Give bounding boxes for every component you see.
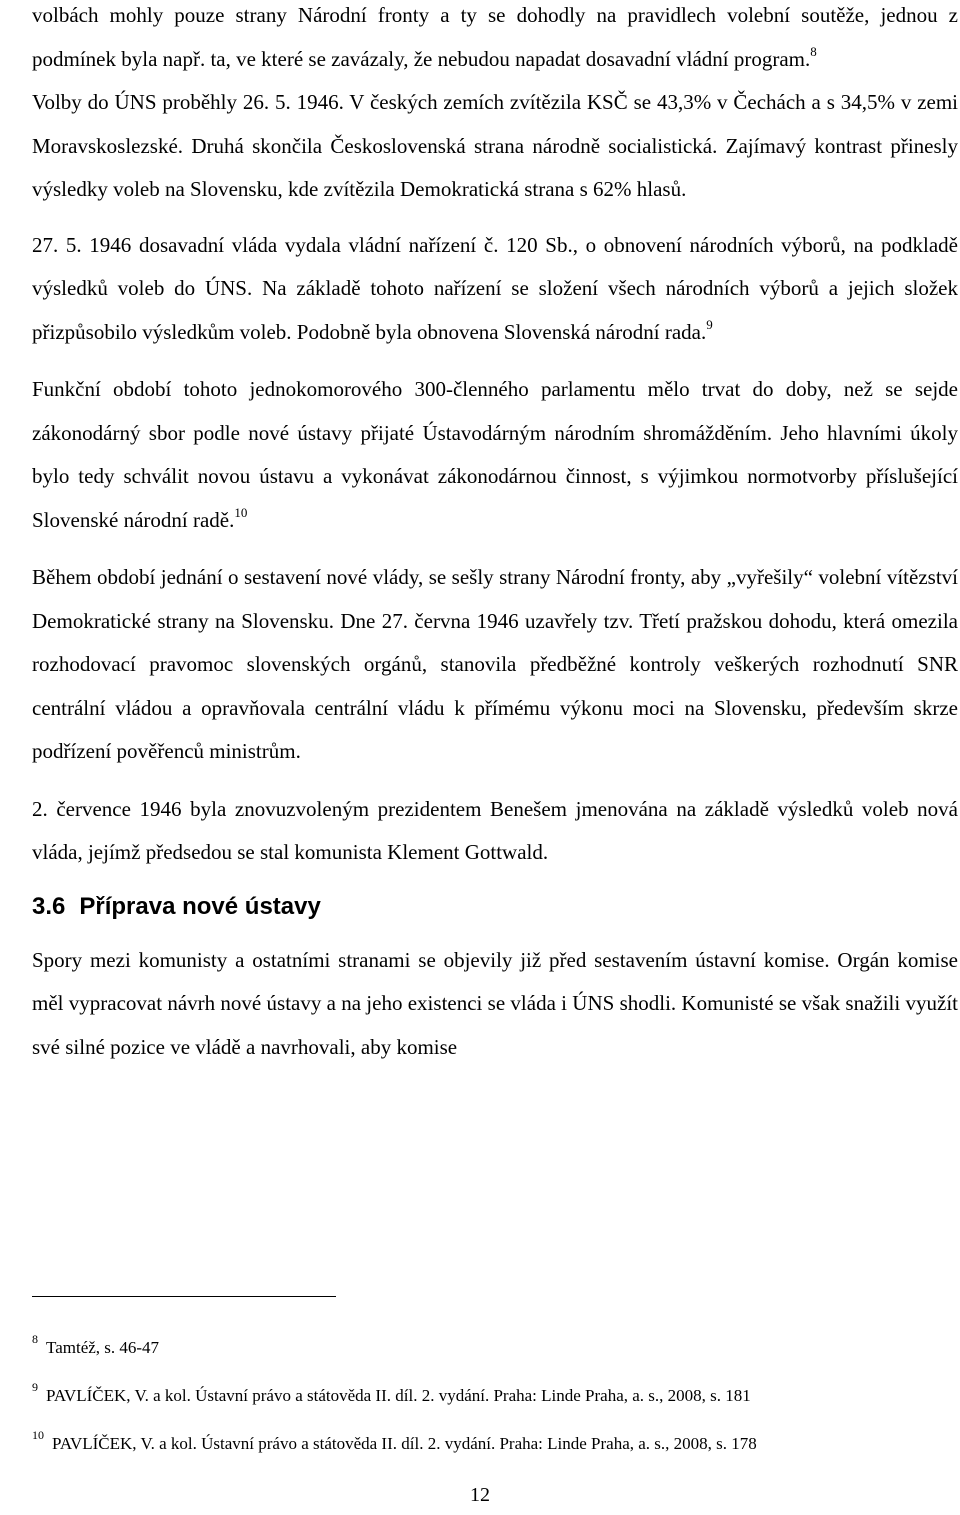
footnote-ref[interactable]: 9 <box>706 316 713 332</box>
body-paragraph <box>32 556 958 774</box>
footnote-number: 9 <box>32 1380 38 1395</box>
section-title: Příprava nové ústavy <box>79 892 321 920</box>
body-paragraph <box>32 81 958 212</box>
footnote <box>32 1380 958 1406</box>
footnote-ref[interactable]: 10 <box>234 504 248 520</box>
paragraph-text: volbách mohly pouze strany Národní fronty a ty se dohodly na pravidlech volební soutěže, jednou z podmínek byla např. ta, ve které se zavázaly, že nebudou napadat dosavadní vládní program. <box>32 3 958 71</box>
paragraph-text: Během období jednání o sestavení nové vlády, se sešly strany Národní fronty, aby „vyřešily“ volební vítězství Demokratické strany na Slovensku. Dne 27. června 1946 uzavřely tzv. Třetí pražskou dohodu, která omezila rozhodovací pravomoc slovenských orgánů, stanovila předběžné kontroly veškerých rozhodnutí SNR centrální vládou a opravňovala centrální vládu k přímému výkonu moci na Slovensku, především skrze podřízení pověřenců ministrům. <box>32 565 958 763</box>
footnote-text: PAVLÍČEK, V. a kol. Ústavní právo a státověda II. díl. 2. vydání. Praha: Linde Praha, a. s., 2008, s. 181 <box>46 1386 751 1405</box>
body-paragraph <box>32 368 958 542</box>
paragraph-text: 2. července 1946 byla znovuzvoleným prezidentem Benešem jmenována na základě výsledků voleb nová vláda, jejímž předsedou se stal komunista Klement Gottwald. <box>32 796 958 864</box>
body-paragraph <box>32 788 958 875</box>
section-heading <box>32 887 958 927</box>
footnote-text: PAVLÍČEK, V. a kol. Ústavní právo a státověda II. díl. 2. vydání. Praha: Linde Praha, a. s., 2008, s. 178 <box>52 1434 757 1453</box>
footnote-number: 8 <box>32 1332 38 1347</box>
footnote-number: 10 <box>32 1428 44 1443</box>
footnote-text: Tamtéž, s. 46-47 <box>46 1338 160 1357</box>
body-paragraph <box>32 939 958 1070</box>
body-paragraph <box>32 0 958 81</box>
paragraph-text: Volby do ÚNS proběhly 26. 5. 1946. V českých zemích zvítězila KSČ se 43,3% v Čechách a s 34,5% v zemi Moravskoslezské. Druhá skončila Československá strana národně socialistická. Zajímavý kontrast přinesly výsledky voleb na Slovensku, kde zvítězila Demokratická strana s 62% hlasů. <box>32 90 958 201</box>
footnote <box>32 1332 958 1358</box>
footnote <box>32 1428 958 1454</box>
section-number: 3.6 <box>32 892 66 920</box>
footnote-ref[interactable]: 8 <box>810 43 817 59</box>
footnote-separator <box>32 1296 336 1297</box>
footnotes <box>32 1332 958 1482</box>
body-paragraph <box>32 224 958 355</box>
paragraph-text: 27. 5. 1946 dosavadní vláda vydala vládní nařízení č. 120 Sb., o obnovení národních výborů, na podkladě výsledků voleb do ÚNS. Na základě tohoto nařízení se složení všech národních výborů a jejich složek přizpůsobilo výsledkům voleb. Podobně byla obnovena Slovenská národní rada. <box>32 232 958 344</box>
page-number: 12 <box>470 1484 490 1506</box>
document-page <box>32 0 958 1069</box>
paragraph-text: Spory mezi komunisty a ostatními stranami se objevily již před sestavením ústavní komise. Orgán komise měl vypracovat návrh nové ústavy a na jeho existenci se vláda i ÚNS shodli. Komunisté se však snažili využít své silné pozice ve vládě a navrhovali, aby komise <box>32 947 958 1059</box>
paragraph-text: Funkční období tohoto jednokomorového 300-členného parlamentu mělo trvat do doby, než se sejde zákonodárný sbor podle nové ústavy přijaté Ústavodárným národním shromážděním. Jeho hlavními úkoly bylo tedy schválit novou ústavu a vykonávat zákonodárnou činnost, s výjimkou normotvorby příslušející Slovenské národní radě. <box>32 377 958 532</box>
